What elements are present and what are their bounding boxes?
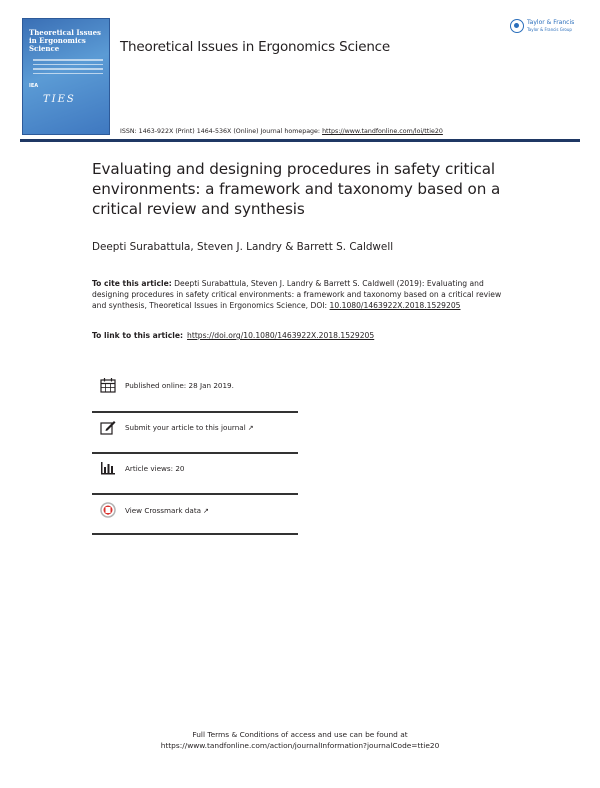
info-divider — [92, 452, 298, 454]
info-divider — [92, 493, 298, 495]
footer-terms — [0, 729, 600, 751]
cover-ies-mark: TIES — [43, 94, 76, 105]
external-link-icon: ↗ — [203, 507, 209, 515]
article-authors: Deepti Surabattula, Steven J. Landry & Barrett S. Caldwell — [92, 241, 394, 253]
article-views-row — [100, 460, 298, 480]
publisher-logo[interactable] — [510, 18, 590, 40]
publisher-logo-tagline: Taylor & Francis Group — [527, 27, 572, 32]
journal-title: Theoretical Issues in Ergonomics Science — [120, 39, 391, 55]
bar-chart-icon — [100, 460, 116, 476]
journal-cover-image — [22, 18, 110, 135]
article-link-block — [92, 331, 374, 340]
article-title: Evaluating and designing procedures in safety critical environments: a framework and taxonomy based on a critical review and synthesis — [92, 160, 501, 218]
citation-doi[interactable]: 10.1080/1463922X.2018.1529205 — [329, 301, 461, 310]
published-online-text: Published online: 28 Jan 2019. — [125, 381, 234, 390]
journal-homepage-link[interactable]: https://www.tandfonline.com/loi/ttie20 — [322, 128, 443, 135]
edit-icon — [100, 419, 116, 435]
crossmark-label: View Crossmark data — [125, 506, 202, 515]
article-doi-link[interactable]: https://doi.org/10.1080/1463922X.2018.1529205 — [187, 331, 375, 340]
issn-text: ISSN: 1463-922X (Print) 1464-536X (Online) Journal homepage: — [120, 128, 323, 135]
submit-article-label: Submit your article to this journal — [125, 423, 246, 432]
citation-block — [92, 278, 512, 311]
citation-text: Deepti Surabattula, Steven J. Landry & Barrett S. Caldwell (2019): Evaluating and designing procedures in safety critical environments: a framework and taxonomy based on a critical review and synthesis, Theoretical Issues in Ergonomics Science, DOI: — [92, 279, 502, 310]
article-link-label: To link to this article: — [92, 331, 184, 340]
crossmark-text[interactable] — [125, 506, 209, 515]
cover-title: Theoretical Issues in Ergonomics Science — [29, 28, 101, 53]
citation-label: To cite this article: — [92, 279, 172, 288]
publisher-logo-icon — [510, 19, 524, 33]
article-views-text: Article views: 20 — [125, 464, 185, 473]
info-divider — [92, 533, 298, 535]
cover-iea-mark: IEA — [29, 83, 39, 89]
issn-line — [120, 128, 443, 135]
calendar-icon — [100, 377, 116, 393]
info-divider — [92, 411, 298, 413]
crossmark-icon — [100, 502, 116, 518]
header-divider — [20, 139, 580, 142]
submit-article-row[interactable] — [100, 419, 298, 439]
published-online-row — [100, 377, 298, 397]
footer-terms-link[interactable]: https://www.tandfonline.com/action/journalInformation?journalCode=ttie20 — [160, 741, 440, 750]
cover-lines — [33, 59, 103, 77]
external-link-icon: ↗ — [247, 424, 254, 432]
publisher-logo-name: Taylor & Francis — [527, 19, 575, 26]
footer-line-1: Full Terms & Conditions of access and use can be found at — [192, 730, 408, 739]
submit-article-text[interactable] — [125, 423, 254, 432]
crossmark-row[interactable] — [100, 502, 298, 522]
